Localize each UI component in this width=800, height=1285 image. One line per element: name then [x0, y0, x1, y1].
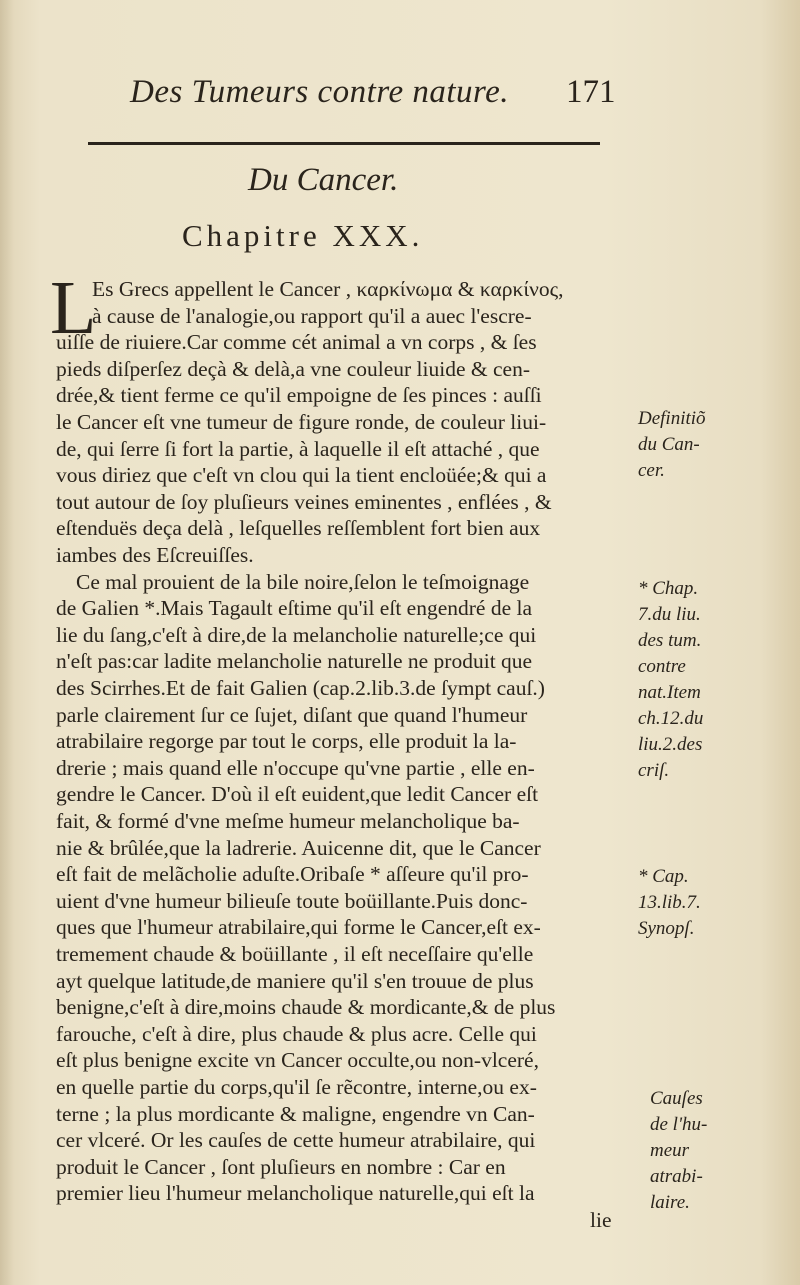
text-line: des Scirrhes.Et de fait Galien (cap.2.lib.3.de ſympt cauſ.) [56, 676, 545, 700]
text-line: uiſſe de riuiere.Car comme cét animal a vn corps , & ſes [56, 330, 537, 355]
text-line: ayt quelque latitude,de maniere qu'il s'en trouue de plus [56, 968, 534, 993]
text-line: farouche, c'eſt à dire, plus chaude & plus acre. Celle qui [56, 1021, 537, 1046]
margin-note: * Chap. 7.du liu. des tum. contre nat.Item ch.12.du liu.2.des criſ. [638, 578, 704, 781]
text-line: nie & brûlée,que la ladrerie. Auicenne dit, que le Cancer [56, 835, 541, 860]
text-line: uient d'vne humeur bilieuſe toute boüillante.Puis donc- [56, 888, 528, 913]
drop-cap: L [50, 266, 97, 350]
text-line: drerie ; mais quand elle n'occupe qu'vne partie , elle en- [56, 755, 535, 780]
text-line: de, qui ſerre ſi fort la partie, à laquelle il eſt attaché , que [56, 436, 540, 461]
margin-note: * Cap. 13.lib.7. Synopſ. [638, 866, 701, 939]
text-line: gendre le Cancer. D'où il eſt euident,que ledit Cancer eſt [56, 782, 539, 807]
text-line: fait, & formé d'vne meſme humeur melancholique ba- [56, 809, 520, 833]
header-rule [88, 142, 600, 145]
page-number: 171 [566, 74, 616, 110]
text-line: iambes des Eſcreuiſſes. [56, 543, 254, 567]
text-line: eſtenduës deça delà , leſquelles reſſemblent fort bien aux [56, 516, 541, 541]
text-line: Es Grecs appellent le Cancer , καρκίνωμα & καρκίνος, [92, 277, 564, 301]
text-line: terne ; la plus mordicante & maligne, engendre vn Can- [56, 1101, 535, 1126]
text-line: de Galien *.Mais Tagault eſtime qu'il eſt engendré de la [56, 596, 533, 621]
running-title: Des Tumeurs contre nature. [130, 74, 510, 110]
text-line: n'eſt pas:car ladite melancholie naturelle ne produit que [56, 649, 533, 674]
text-line: lie [590, 1208, 612, 1232]
text-line: eſt fait de melãcholie aduſte.Oribaſe * aſſeure qu'il pro- [56, 862, 529, 887]
chapter-heading: Chapitre XXX. [182, 218, 424, 253]
text-line: drée,& tient ferme ce qu'il empoigne de ſes pinces : auſſi [56, 383, 542, 408]
text-line: atrabilaire regorge par tout le corps, elle produit la la- [56, 729, 517, 754]
text-line: produit le Cancer , ſont pluſieurs en nombre : Car en [56, 1154, 506, 1179]
text-line: benigne,c'eſt à dire,moins chaude & mordicante,& de plus [56, 995, 556, 1020]
text-line: vous diriez que c'eſt vn clou qui la tient encloüée;& qui a [56, 463, 547, 488]
text-line: en quelle partie du corps,qu'il ſe rẽcontre, interne,ou ex- [56, 1075, 537, 1099]
text-line: pieds diſperſez deçà & delà,a vne couleur liuide & cen- [56, 356, 530, 381]
text-line: tout autour de ſoy pluſieurs veines eminentes , enflées , & [56, 489, 552, 514]
section-title: Du Cancer. [248, 162, 399, 198]
text-line: le Cancer eſt vne tumeur de figure ronde, de couleur liui- [56, 410, 547, 434]
margin-note: Cauſes de l'hu- meur atrabi- laire. [650, 1088, 708, 1213]
text-line: lie du ſang,c'eſt à dire,de la melancholie naturelle;ce qui [56, 622, 537, 647]
text-line: tremement chaude & boüillante , il eſt neceſſaire qu'elle [56, 942, 534, 966]
text-line: à cause de l'analogie,ou rapport qu'il a auec l'escre- [92, 303, 532, 328]
text-line: cer vlceré. Or les cauſes de cette humeur atrabilaire, qui [56, 1128, 536, 1153]
margin-note: Definitiõ du Can- cer. [638, 408, 706, 481]
text-line: eſt plus benigne excite vn Cancer occulte,ou non-vlceré, [56, 1048, 539, 1073]
text-line: Ce mal prouient de la bile noire,ſelon le teſmoignage [76, 569, 530, 594]
text-line: premier lieu l'humeur melancholique naturelle,qui eſt la [56, 1181, 535, 1206]
text-line: ques que l'humeur atrabilaire,qui forme le Cancer,eſt ex- [56, 915, 541, 940]
text-line: parle clairement ſur ce ſujet, diſant que quand l'humeur [56, 702, 528, 727]
